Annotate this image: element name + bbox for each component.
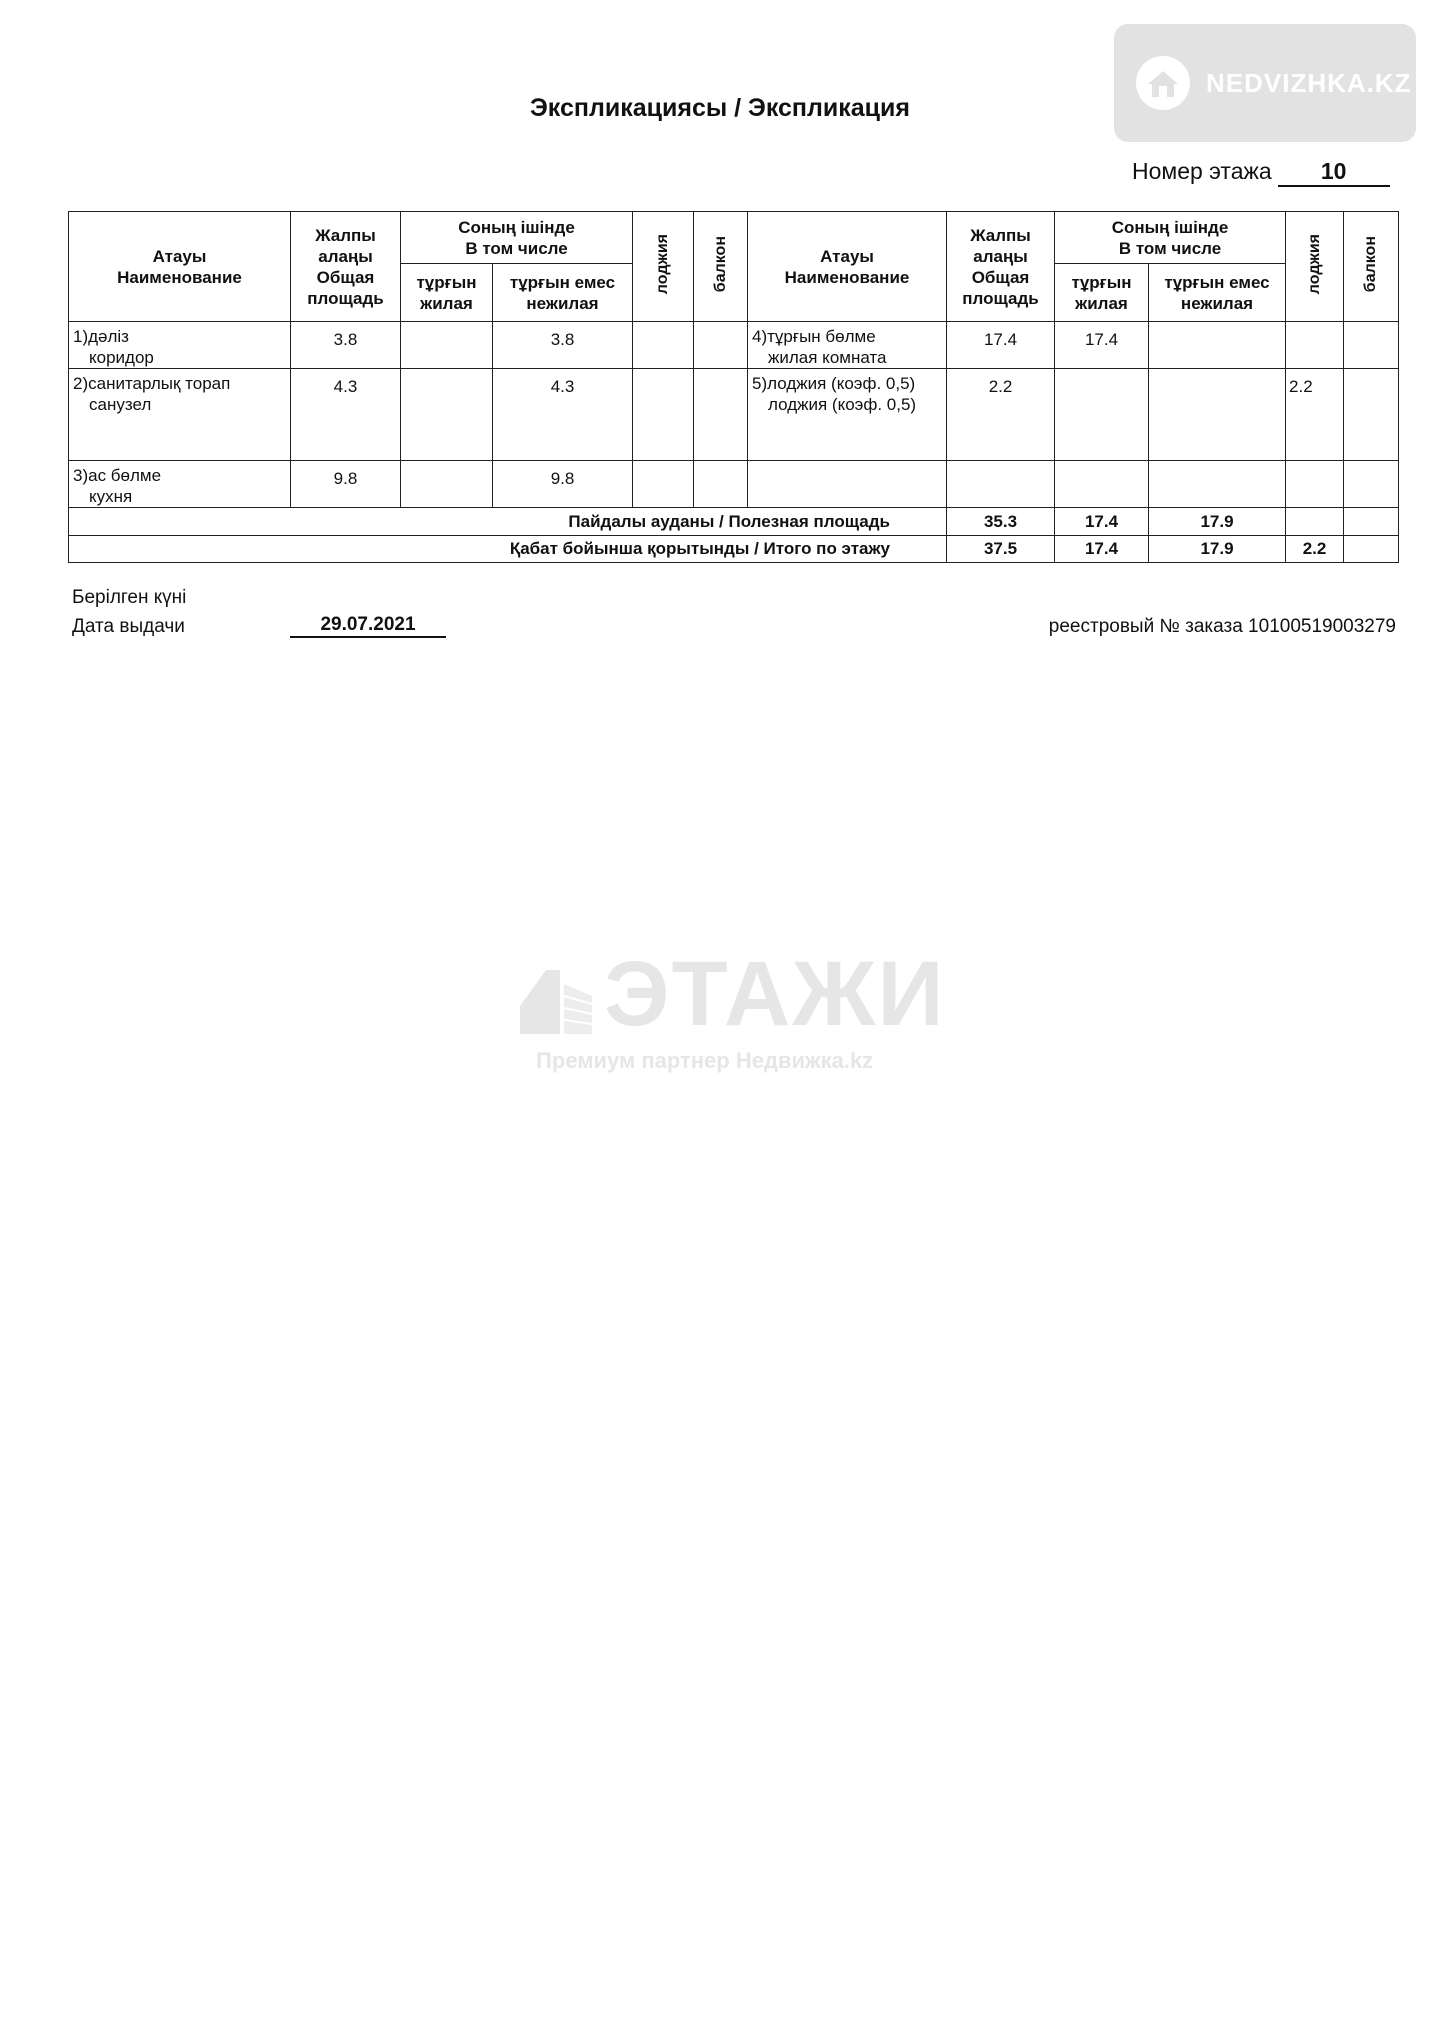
header-name: Атауы Наименование xyxy=(748,212,947,322)
room-nonliving: 9.8 xyxy=(493,461,633,508)
room-balcony xyxy=(694,369,748,461)
room-living xyxy=(401,461,493,508)
useful-nonliving: 17.9 xyxy=(1149,508,1286,536)
floor-loggia: 2.2 xyxy=(1286,536,1344,563)
table-row xyxy=(69,369,1399,461)
floor-total-row xyxy=(69,536,1399,563)
room-loggia xyxy=(633,369,694,461)
room-living: 17.4 xyxy=(1055,322,1149,369)
room-nonliving xyxy=(1149,461,1286,508)
room-name: 3)ас бөлме кухня xyxy=(69,461,291,508)
issued-label-ru: Дата выдачи xyxy=(72,616,185,637)
room-total: 3.8 xyxy=(291,322,401,369)
document-title: Экспликациясы / Экспликация xyxy=(529,94,911,122)
room-loggia xyxy=(1286,322,1344,369)
house-icon xyxy=(1134,54,1192,112)
room-living xyxy=(401,369,493,461)
room-total: 4.3 xyxy=(291,369,401,461)
room-loggia xyxy=(633,461,694,508)
room-nonliving: 3.8 xyxy=(493,322,633,369)
room-name: 2)санитарлық торап санузел xyxy=(69,369,291,461)
table-row xyxy=(69,322,1399,369)
watermark-brand: ЭТАЖИ xyxy=(604,943,946,1045)
floor-total: 37.5 xyxy=(947,536,1055,563)
room-total: 9.8 xyxy=(291,461,401,508)
header-including: Соның ішінде В том числе xyxy=(401,212,633,264)
room-total xyxy=(947,461,1055,508)
useful-area-row xyxy=(69,508,1399,536)
useful-living: 17.4 xyxy=(1055,508,1149,536)
issued-date: 29.07.2021 xyxy=(290,614,446,638)
useful-total: 35.3 xyxy=(947,508,1055,536)
header-nonliving: тұрғын емес нежилая xyxy=(1149,264,1286,322)
room-loggia xyxy=(1286,461,1344,508)
room-nonliving xyxy=(1149,322,1286,369)
room-living xyxy=(1055,369,1149,461)
floor-label: Номер этажа xyxy=(1132,158,1272,184)
header-living: тұрғын жилая xyxy=(401,264,493,322)
header-loggia: лоджия xyxy=(633,212,694,322)
header-loggia: лоджия xyxy=(1286,212,1344,322)
room-balcony xyxy=(694,461,748,508)
header-total-area: Жалпы алаңы Общая площадь xyxy=(291,212,401,322)
room-name: 1)дәліз коридор xyxy=(69,322,291,369)
room-name: 4)тұрғын бөлме жилая комната xyxy=(748,322,947,369)
header-total-area: Жалпы алаңы Общая площадь xyxy=(947,212,1055,322)
useful-area-label: Пайдалы ауданы / Полезная площадь xyxy=(69,508,947,536)
room-nonliving: 4.3 xyxy=(493,369,633,461)
header-row-1 xyxy=(69,212,1399,264)
room-balcony xyxy=(1344,461,1399,508)
room-living xyxy=(1055,461,1149,508)
room-total: 17.4 xyxy=(947,322,1055,369)
building-logo-icon xyxy=(516,966,596,1036)
floor-number xyxy=(1132,158,1390,187)
room-name: 5)лоджия (коэф. 0,5) лоджия (коэф. 0,5) xyxy=(748,369,947,461)
nedvizhka-badge[interactable] xyxy=(1114,24,1416,142)
room-loggia xyxy=(633,322,694,369)
floor-balcony xyxy=(1344,536,1399,563)
floor-living: 17.4 xyxy=(1055,536,1149,563)
floor-nonliving: 17.9 xyxy=(1149,536,1286,563)
explication-table xyxy=(68,211,1399,563)
etazhi-watermark xyxy=(516,943,946,1080)
header-living: тұрғын жилая xyxy=(1055,264,1149,322)
floor-total-label: Қабат бойынша қорытынды / Итого по этажу xyxy=(69,536,947,563)
room-nonliving xyxy=(1149,369,1286,461)
room-name xyxy=(748,461,947,508)
header-nonliving: тұрғын емес нежилая xyxy=(493,264,633,322)
useful-loggia xyxy=(1286,508,1344,536)
floor-value: 10 xyxy=(1278,158,1390,187)
room-loggia: 2.2 xyxy=(1286,369,1344,461)
room-balcony xyxy=(694,322,748,369)
header-including: Соның ішінде В том числе xyxy=(1055,212,1286,264)
room-total: 2.2 xyxy=(947,369,1055,461)
room-living xyxy=(401,322,493,369)
table-row xyxy=(69,461,1399,508)
room-balcony xyxy=(1344,322,1399,369)
header-name: Атауы Наименование xyxy=(69,212,291,322)
issued-label-kk: Берілген күні xyxy=(72,587,187,608)
watermark-subtitle: Премиум партнер Недвижка.kz xyxy=(536,1048,874,1073)
order-number: реестровый № заказа 10100519003279 xyxy=(1048,616,1396,637)
header-balcony: балкон xyxy=(694,212,748,322)
room-balcony xyxy=(1344,369,1399,461)
header-balcony: балкон xyxy=(1344,212,1399,322)
useful-balcony xyxy=(1344,508,1399,536)
badge-text: NEDVIZHKA.KZ xyxy=(1206,68,1412,98)
